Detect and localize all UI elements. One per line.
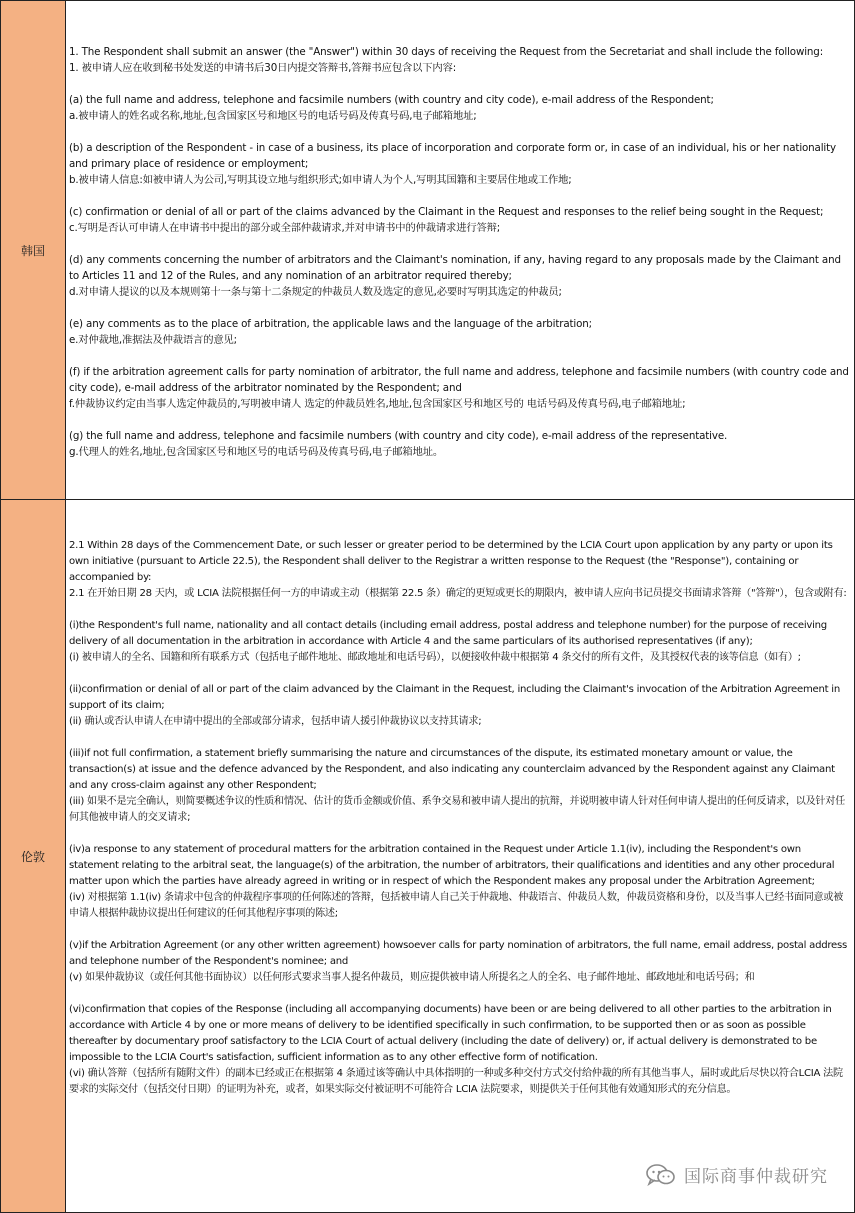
clause-zh: (iv) 对根据第 1.1(iv) 条请求中包含的仲裁程序事项的任何陈述的答辩，包括被申请人自己关于仲裁地、仲裁语言、仲裁员人数，仲裁员资格和身份，以及当事人已经书面同意或被申请人根据仲裁协议提出任何建议的任何其他程序事项的陈述; <box>69 892 844 919</box>
watermark <box>646 1162 828 1187</box>
clause-en: (b) a description of the Respondent - in case of a business, its place of incorporation and corporate form or, in case of an individual, his or her nationality and primary place of residence or employment; <box>69 142 836 170</box>
clause-en: (d) any comments concerning the number of arbitrators and the Claimant's nomination, if any, having regard to any proposals made by the Claimant and to Articles 11 and 12 of the Rules, and any nomination of an arbitrator required thereby; <box>69 254 841 282</box>
clause-en: (e) any comments as to the place of arbitration, the applicable laws and the language of the arbitration; <box>69 318 592 330</box>
row-content <box>66 500 854 1212</box>
clause-a <box>69 92 851 124</box>
clause-en: (ii)confirmation or denial of all or part of the claim advanced by the Claimant in the Request, including the Claimant's invocation of the Arbitration Agreement in support of its claim; <box>69 684 841 711</box>
clause-vi <box>69 1002 851 1098</box>
clause-zh: 1. 被申请人应在收到秘书处发送的申请书后30日内提交答辩书,答辩书应包含以下内容: <box>69 62 457 74</box>
clause-zh: (vi) 确认答辩（包括所有随附文件）的副本已经或正在根据第 4 条通过该等确认中具体指明的一种或多种交付方式交付给仲裁的所有其他当事人，届时或此后尽快以符合LCIA 法院要求的实际交付（包括交付日期）的证明为补充，或者，如果实际交付被证明不可能符合 LCIA 法院要求，则提供关于任何其他有效通知形式的充分信息。 <box>69 1068 843 1095</box>
table-row-london <box>1 500 854 1212</box>
clause-zh: (ii) 确认或否认申请人在申请中提出的全部或部分请求，包括申请人援引仲裁协议以支持其请求; <box>69 716 482 727</box>
row-label: 韩国 <box>1 1 66 499</box>
clause-en: (iv)a response to any statement of procedural matters for the arbitration contained in the Request under Article 1.1(iv), including the Respondent's own statement relating to the arbitral seat, the language(s) of the arbitration, the number of arbitrators, their qualifications and identities and any other procedural matter upon which the parties have already agreed in writing or in respect of which the Respondent makes any proposal under the Arbitration Agreement; <box>69 844 835 887</box>
clause-d <box>69 252 851 300</box>
clause-zh: d.对申请人提议的以及本规则第十一条与第十二条规定的仲裁员人数及选定的意见,必要时写明其选定的仲裁员; <box>69 286 562 298</box>
clause-v <box>69 938 851 986</box>
clause-en: (a) the full name and address, telephone and facsimile numbers (with country and city code), e-mail address of the Respondent; <box>69 94 714 106</box>
clause-en: (iii)if not full confirmation, a statement briefly summarising the nature and circumstances of the dispute, its estimated monetary amount or value, the transaction(s) at issue and the defence advanced by the Respondent, and also indicating any counterclaim advanced by the Respondent against any Claimant and any cross-claim against any other Respondent; <box>69 748 835 791</box>
clause-en: (v)if the Arbitration Agreement (or any other written agreement) howsoever calls for party nomination of arbitrators, the full name, email address, postal address and telephone number of the Respondent's nominee; and <box>69 940 848 967</box>
clause-en: 2.1 Within 28 days of the Commencement Date, or such lesser or greater period to be determined by the LCIA Court upon application by any party or upon its own initiative (pursuant to Article 22.5), the Respondent shall deliver to the Registrar a written response to the Request (the "Response"), containing or accompanied by: <box>69 540 833 583</box>
clause-2-1 <box>69 538 851 602</box>
clause-zh: 2.1 在开始日期 28 天内，或 LCIA 法院根据任何一方的申请或主动（根据第 22.5 条）确定的更短或更长的期限内，被申请人应向书记员提交书面请求答辩（"答辩"），包含或附有: <box>69 588 847 599</box>
row-label: 伦敦 <box>1 500 66 1212</box>
clause-zh: g.代理人的姓名,地址,包含国家区号和地区号的电话号码及传真号码,电子邮箱地址。 <box>69 446 444 458</box>
clause-zh: f.仲裁协议约定由当事人选定仲裁员的,写明被申请人 选定的仲裁员姓名,地址,包含国家区号和地区号的 电话号码及传真号码,电子邮箱地址; <box>69 398 686 410</box>
watermark-text: 国际商事仲裁研究 <box>684 1167 828 1187</box>
clause-en: 1. The Respondent shall submit an answer (the "Answer") within 30 days of receiving the Request from the Secretariat and shall include the following: <box>69 46 824 58</box>
clause-iii <box>69 746 851 826</box>
clause-zh: (iii) 如果不是完全确认，则简要概述争议的性质和情况、估计的货币金额或价值、系争交易和被申请人提出的抗辩，并说明被申请人针对任何申请人提出的任何反请求，以及针对任何其他被申请人的交叉请求; <box>69 796 845 823</box>
clause-1 <box>69 44 851 76</box>
clause-c <box>69 204 851 236</box>
clause-zh: (i) 被申请人的全名、国籍和所有联系方式（包括电子邮件地址、邮政地址和电话号码），以便接收仲裁中根据第 4 条交付的所有文件，及其授权代表的该等信息（如有）; <box>69 652 801 663</box>
clause-g <box>69 428 851 460</box>
clause-zh: e.对仲裁地,准据法及仲裁语言的意见; <box>69 334 237 346</box>
clause-en: (g) the full name and address, telephone and facsimile numbers (with country and city code), e-mail address of the representative. <box>69 430 728 442</box>
clause-iv <box>69 842 851 922</box>
clause-ii <box>69 682 851 730</box>
clause-en: (f) if the arbitration agreement calls for party nomination of arbitrator, the full name and address, telephone and facsimile numbers (with country code and city code), e-mail address of the arbitrator nominated by the Respondent; and <box>69 366 849 394</box>
clause-b <box>69 140 851 188</box>
clause-i <box>69 618 851 666</box>
clause-en: (vi)confirmation that copies of the Response (including all accompanying documents) have been or are being delivered to all other parties to the arbitration in accordance with Article 4 by one or more means of delivery to be identified specifically in such confirmation, to be supported then or as soon as possible thereafter by documentary proof satisfactory to the LCIA Court of actual delivery (including the date of delivery) or, if actual delivery is demonstrated to be impossible to the LCIA Court's satisfaction, sufficient information as to any other effective form of notification. <box>69 1004 832 1063</box>
clause-en: (c) confirmation or denial of all or part of the claims advanced by the Claimant in the Request and responses to the relief being sought in the Request; <box>69 206 824 218</box>
clause-f <box>69 364 851 412</box>
row-content <box>66 1 854 499</box>
clause-zh: (v) 如果仲裁协议（或任何其他书面协议）以任何形式要求当事人提名仲裁员，则应提供被申请人所提名之人的全名、电子邮件地址、邮政地址和电话号码；和 <box>69 972 755 983</box>
table-row-korea <box>1 1 854 500</box>
wechat-icon <box>646 1163 676 1187</box>
clause-zh: c.写明是否认可申请人在申请书中提出的部分或全部仲裁请求,并对申请书中的仲裁请求进行答辩; <box>69 222 501 234</box>
clause-e <box>69 316 851 348</box>
clause-zh: a.被申请人的姓名或名称,地址,包含国家区号和地区号的电话号码及传真号码,电子邮箱地址; <box>69 110 477 122</box>
clause-en: (i)the Respondent's full name, nationality and all contact details (including email address, postal address and telephone number) for the purpose of receiving delivery of all documentation in the arbitration in accordance with Article 4 and the same particulars of its authorised representatives (if any); <box>69 620 827 647</box>
clause-zh: b.被申请人信息:如被申请人为公司,写明其设立地与组织形式;如申请人为个人,写明其国籍和主要居住地或工作地; <box>69 174 572 186</box>
